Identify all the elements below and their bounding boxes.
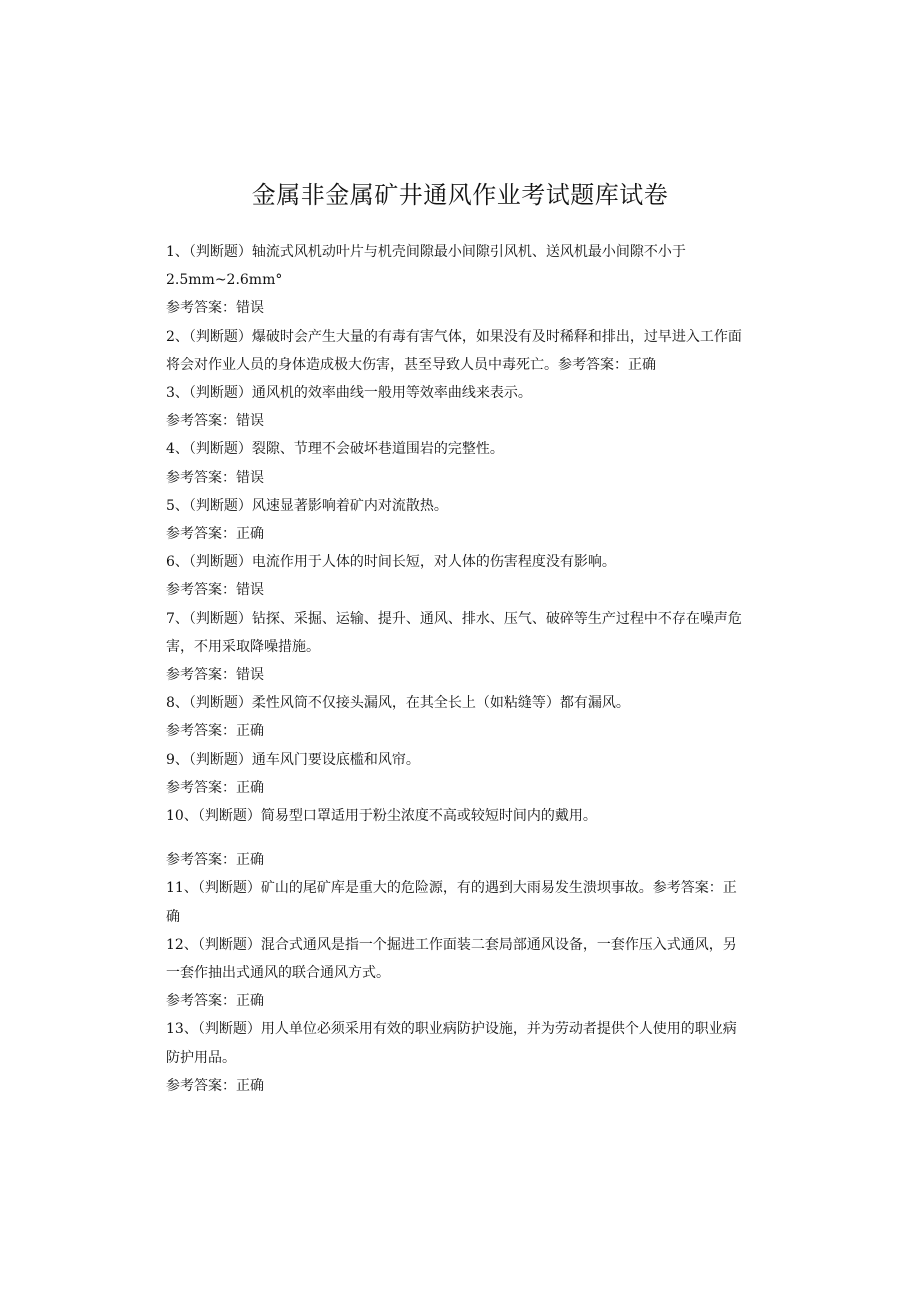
reference-answer: 参考答案：正确	[166, 852, 264, 869]
question-item	[166, 492, 746, 548]
question-text: 12、（判断题）混合式通风是指一个掘进工作面装二套局部通风设备，一套作压入式通风，另一套作抽出式通风的联合通风方式。	[166, 936, 737, 982]
question-text: 7、（判断题）钻探、采掘、运输、提升、通风、排水、压气、破碎等生产过程中不存在噪声危害，不用采取降噪措施。	[166, 610, 742, 655]
question-text: 6、（判断题）电流作用于人体的时间长短，对人体的伤害程度没有影响。	[166, 554, 616, 571]
question-text: 2、（判断题）爆破时会产生大量的有毒有害气体，如果没有及时稀释和排出，过早进入工作面将会对作业人员的身体造成极大伤害，甚至导致人员中毒死亡。参考答案：正确	[166, 328, 742, 373]
reference-answer: 参考答案：正确	[166, 993, 264, 1010]
reference-answer: 参考答案：错误	[166, 413, 264, 430]
question-item	[166, 931, 746, 1016]
reference-answer: 参考答案：正确	[166, 1077, 264, 1094]
reference-answer: 参考答案：正确	[166, 723, 264, 740]
question-item	[166, 323, 746, 379]
question-item	[166, 689, 746, 745]
question-text: 10、（判断题）简易型口罩适用于粉尘浓度不高或较短时间内的戴用。	[166, 808, 597, 825]
reference-answer: 参考答案：错误	[166, 469, 264, 486]
reference-answer: 参考答案：正确	[166, 526, 264, 543]
question-item	[166, 802, 746, 874]
reference-answer: 参考答案：错误	[166, 300, 264, 317]
question-item	[166, 746, 746, 802]
reference-answer: 参考答案：错误	[166, 667, 264, 684]
reference-answer: 参考答案：错误	[166, 582, 264, 599]
question-list	[166, 238, 746, 1100]
spacer	[166, 830, 746, 846]
question-text: 11、（判断题）矿山的尾矿库是重大的危险源，有的遇到大雨易发生溃坝事故。参考答案：正确	[166, 880, 737, 925]
question-text: 13、（判断题）用人单位必须采用有效的职业病防护设施，并为劳动者提供个人使用的职业病防护用品。	[166, 1021, 737, 1066]
question-text: 4、（判断题）裂隙、节理不会破坏巷道围岩的完整性。	[166, 441, 504, 458]
question-item	[166, 548, 746, 604]
question-text: 1、（判断题）轴流式风机动叶片与机壳间隙最小间隙引风机、送风机最小间隙不小于 2.5mm~2.6mm°	[166, 244, 686, 289]
question-item	[166, 238, 746, 323]
question-text: 8、（判断题）柔性风筒不仅接头漏风，在其全长上（如粘缝等）都有漏风。	[166, 695, 630, 712]
page-title: 金属非金属矿井通风作业考试题库试卷	[251, 181, 669, 209]
question-text: 9、（判断题）通车风门要设底槛和风帘。	[166, 751, 420, 768]
question-item	[166, 1015, 746, 1100]
question-item	[166, 435, 746, 491]
question-item	[166, 874, 746, 930]
reference-answer: 参考答案：正确	[166, 779, 264, 796]
question-text: 5、（判断题）风速显著影响着矿内对流散热。	[166, 497, 448, 514]
question-item	[166, 605, 746, 690]
question-item	[166, 379, 746, 435]
question-text: 3、（判断题）通风机的效率曲线一般用等效率曲线来表示。	[166, 385, 532, 402]
